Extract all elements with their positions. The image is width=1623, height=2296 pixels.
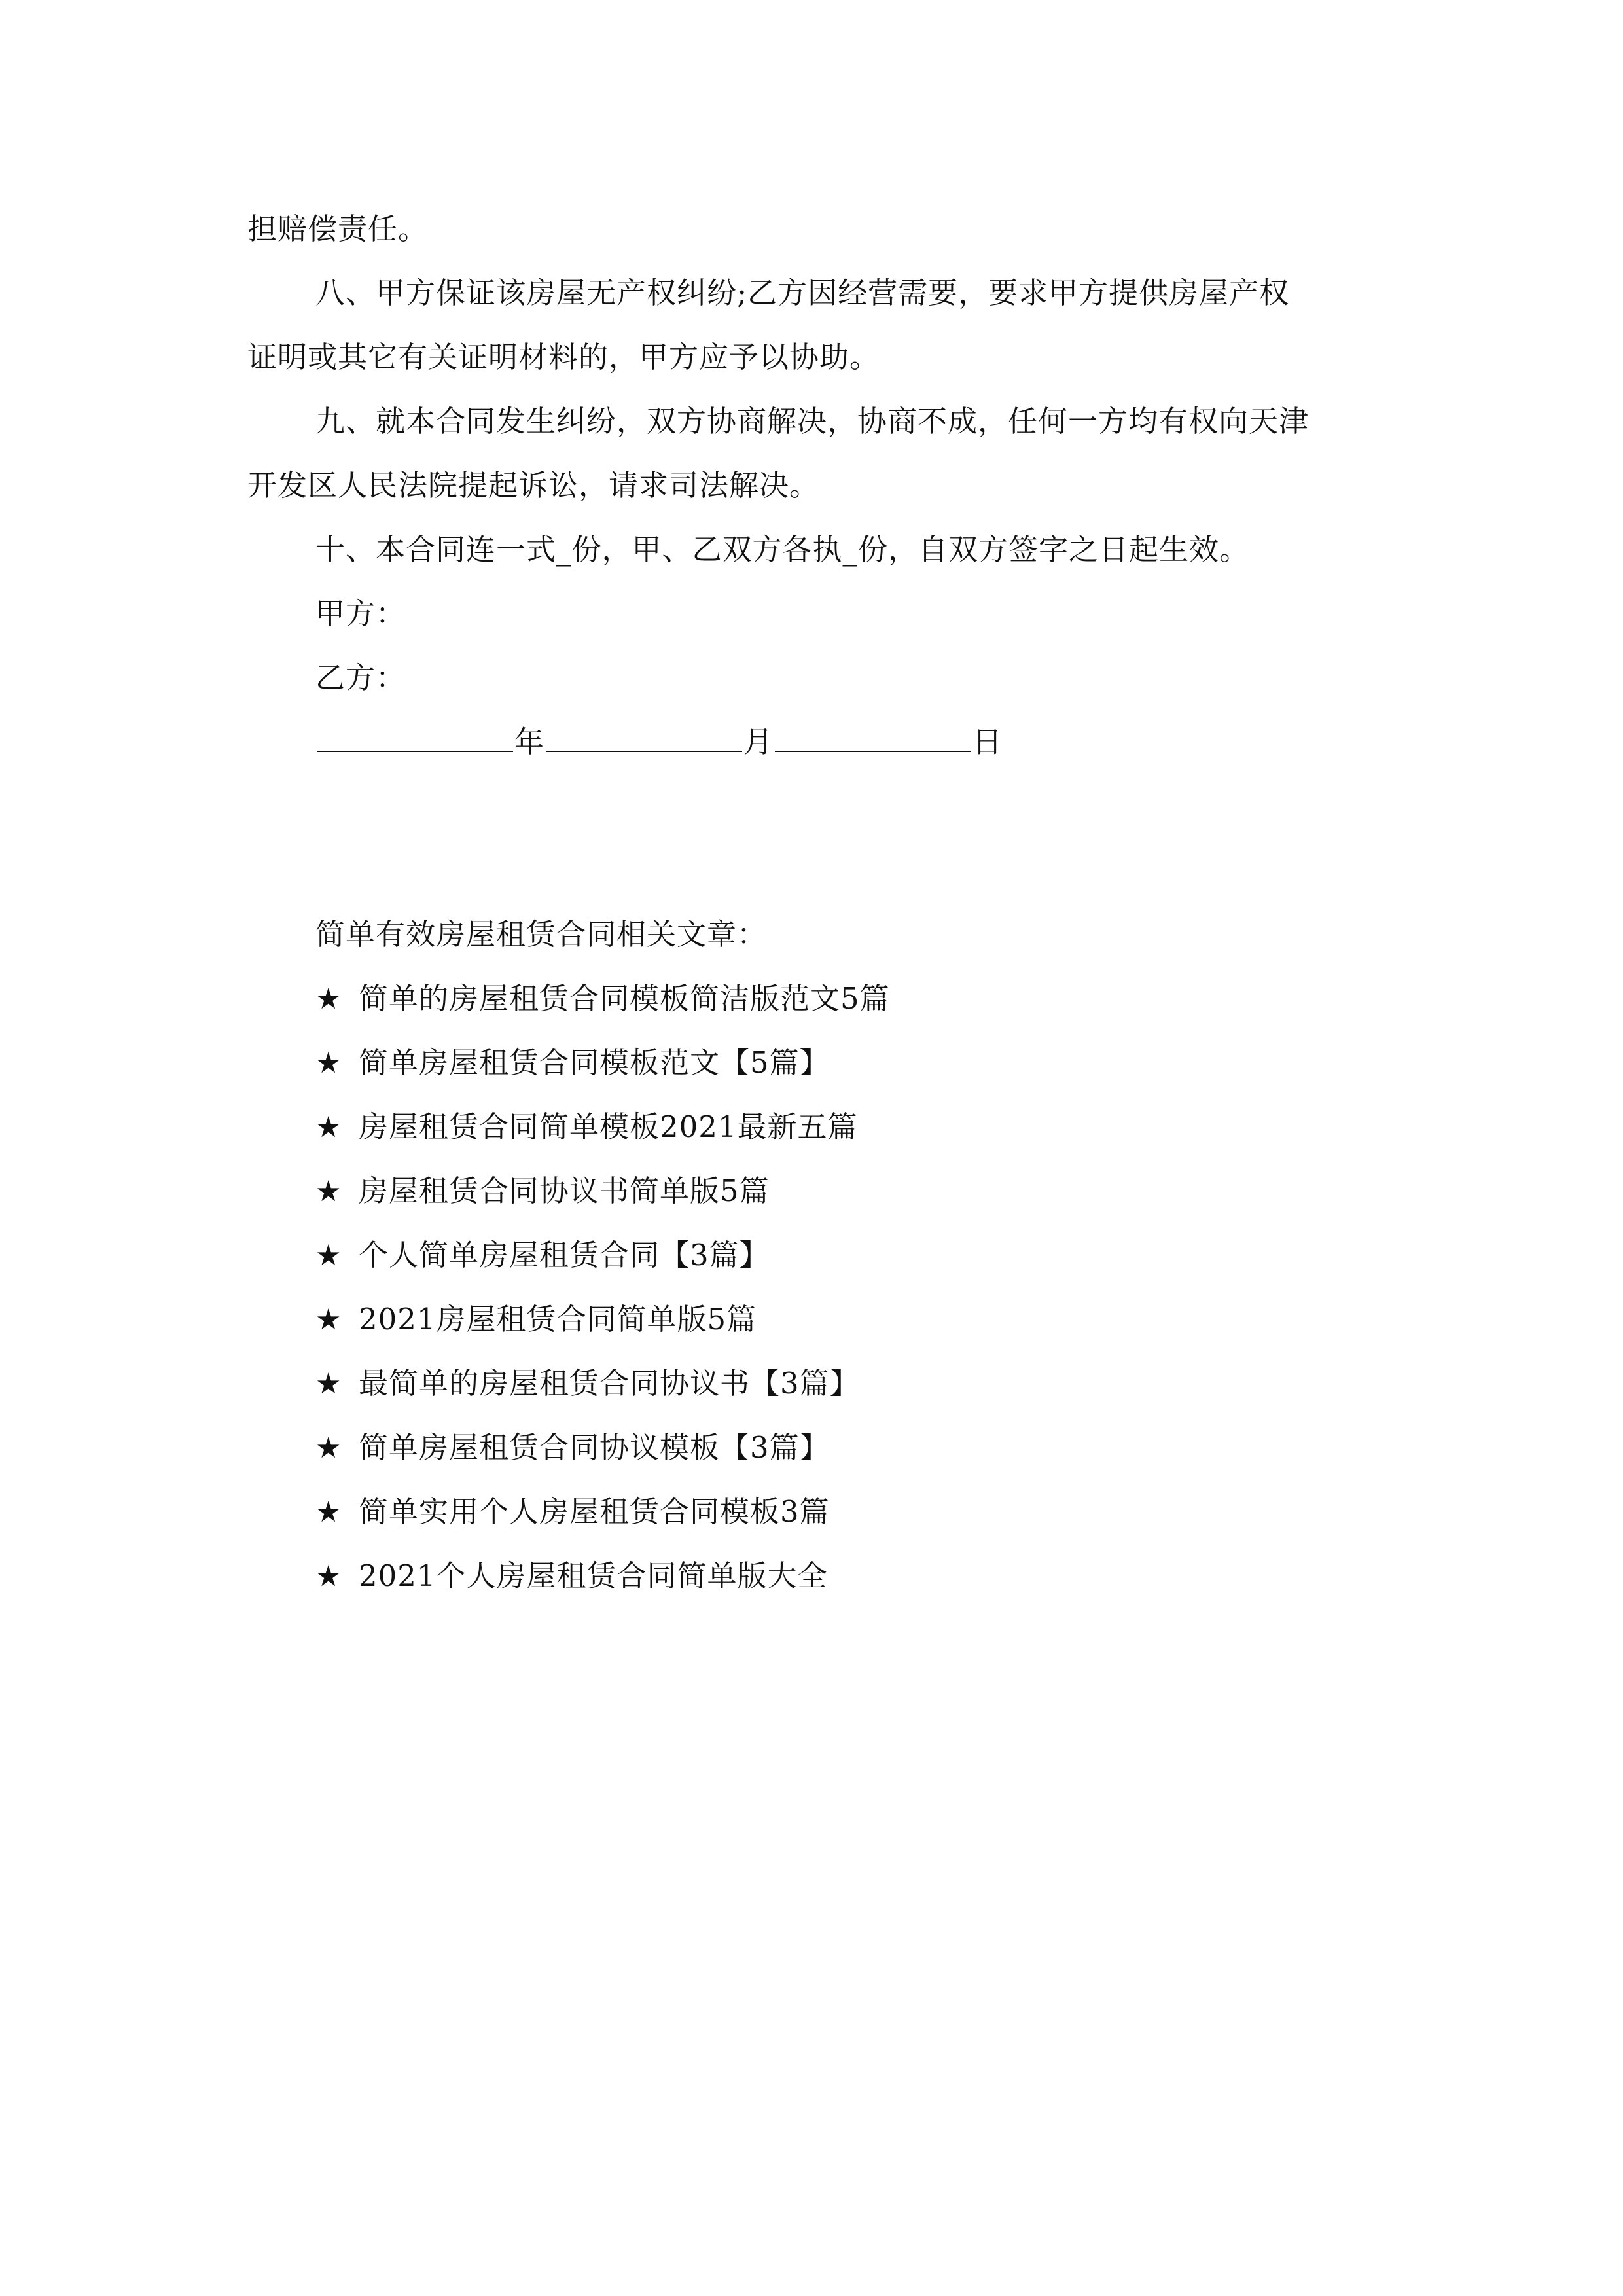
related-article-item[interactable] [315,1556,828,1596]
clause-9-line-2: 开发区人民法院提起诉讼，请求司法解决。 [247,468,820,503]
star-bullet-icon: ★ [315,982,342,1016]
star-bullet-icon: ★ [315,1047,342,1080]
star-bullet-icon: ★ [315,1175,342,1208]
day-blank [775,723,971,752]
day-label: 日 [972,725,1003,759]
clause-10: 十、本合同连一式_份，甲、乙双方各执_份，自双方签字之日起生效。 [315,532,1250,567]
star-bullet-icon: ★ [315,1367,342,1401]
party-a-label: 甲方： [315,596,406,631]
related-article-link[interactable]: 最简单的房屋租赁合同协议书【3篇】 [359,1366,860,1401]
signature-date-line [315,723,1003,762]
clause-8-line-2: 证明或其它有关证明材料的，甲方应予以协助。 [247,340,880,374]
related-article-item[interactable] [315,1428,830,1468]
related-article-link[interactable]: 简单实用个人房屋租赁合同模板3篇 [359,1494,830,1529]
year-blank [317,723,513,752]
star-bullet-icon: ★ [315,1496,342,1529]
related-article-item[interactable] [315,1300,757,1340]
related-article-item[interactable] [315,1492,830,1532]
related-article-item[interactable] [315,1236,770,1276]
related-article-link[interactable]: 房屋租赁合同协议书简单版5篇 [359,1174,770,1208]
related-article-link[interactable]: 2021个人房屋租赁合同简单版大全 [359,1558,828,1593]
year-label: 年 [514,725,545,759]
clause-8-line-1: 八、甲方保证该房屋无产权纠纷;乙方因经营需要，要求甲方提供房屋产权 [315,276,1290,310]
related-article-link[interactable]: 2021房屋租赁合同简单版5篇 [359,1302,757,1336]
related-article-link[interactable]: 简单的房屋租赁合同模板简洁版范文5篇 [359,981,890,1016]
star-bullet-icon: ★ [315,1111,342,1144]
related-article-link[interactable]: 个人简单房屋租赁合同【3篇】 [359,1238,770,1272]
related-article-link[interactable]: 房屋租赁合同简单模板2021最新五篇 [359,1109,858,1144]
star-bullet-icon: ★ [315,1303,342,1336]
star-bullet-icon: ★ [315,1560,342,1593]
party-b-label: 乙方： [315,660,406,695]
star-bullet-icon: ★ [315,1239,342,1272]
month-blank [546,723,742,752]
paragraph-continuation: 担赔偿责任。 [247,211,429,246]
related-article-item[interactable] [315,1172,770,1211]
related-article-item[interactable] [315,1364,860,1404]
clause-9-line-1: 九、就本合同发生纠纷，双方协商解决，协商不成，任何一方均有权向天津 [315,404,1310,439]
related-article-item[interactable] [315,979,890,1019]
related-article-item[interactable] [315,1107,858,1147]
related-article-link[interactable]: 简单房屋租赁合同协议模板【3篇】 [359,1430,830,1465]
related-articles-heading: 简单有效房屋租赁合同相关文章： [315,917,768,952]
related-article-item[interactable] [315,1043,830,1083]
month-label: 月 [743,725,774,759]
related-article-link[interactable]: 简单房屋租赁合同模板范文【5篇】 [359,1045,830,1080]
star-bullet-icon: ★ [315,1431,342,1465]
